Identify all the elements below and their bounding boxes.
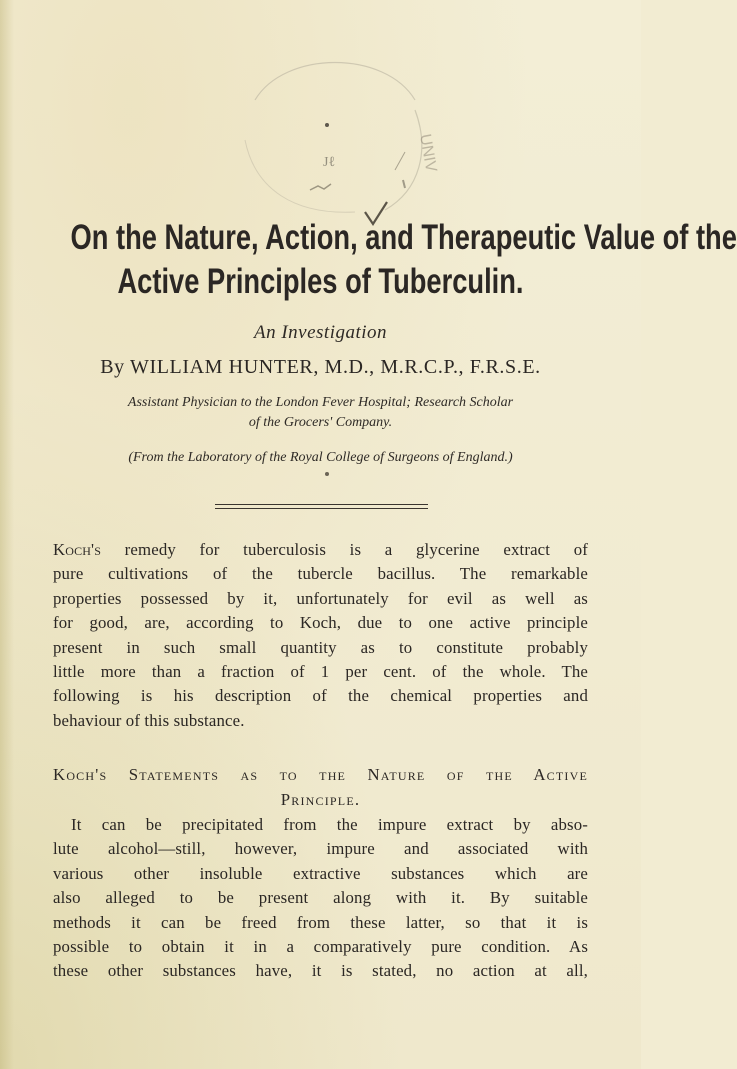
- subtitle: An Investigation: [253, 322, 388, 343]
- title-line-2: Active Principles of Tuberculin.: [117, 262, 524, 301]
- paragraph-1-line: properties possessed by it, unfortunately for evil as well as: [53, 588, 588, 608]
- paragraph-1-line: Koch's remedy for tuberculosis is a glycerine extract of: [53, 540, 588, 559]
- page-edge-shadow: [0, 0, 14, 1069]
- source-note: (From the Laboratory of the Royal College of Surgeons of England.): [128, 450, 513, 465]
- divider-rule-top: [215, 504, 428, 505]
- paragraph-2-line: various other insoluble extractive substances which are: [53, 863, 588, 883]
- section-heading-line-2: Principle.: [280, 789, 361, 809]
- ink-speck: [325, 472, 329, 476]
- author-line: By WILLIAM HUNTER, M.D., M.R.C.P., F.R.S.E.: [100, 356, 541, 378]
- affiliation-line-1: Assistant Physician to the London Fever Hospital; Research Scholar: [127, 395, 514, 410]
- paragraph-1: [53, 538, 588, 733]
- svg-text:UNIV: UNIV: [416, 132, 440, 174]
- paragraph-2-line: also alleged to be present along with it. By suitable: [53, 888, 588, 908]
- paragraph-2: [53, 813, 588, 984]
- paragraph-1-line: little more than a fraction of 1 per cent. of the whole. The: [53, 662, 588, 682]
- paragraph-1-line: for good, are, according to Koch, due to one active principle: [53, 613, 588, 633]
- paragraph-2-line: lute alcohol—still, however, impure and associated with: [53, 839, 588, 859]
- paragraph-1-line: behaviour of this substance.: [53, 710, 245, 730]
- paragraph-2-line: methods it can be freed from these latter, so that it is: [53, 912, 588, 932]
- lead-word: Koch's: [53, 540, 102, 559]
- library-stamp: [215, 40, 455, 240]
- paragraph-1-line: pure cultivations of the tubercle bacillus. The remarkable: [53, 564, 588, 584]
- divider-rule-bottom: [215, 508, 428, 509]
- paragraph-1-line: following is his description of the chemical properties and: [53, 686, 588, 706]
- section-heading: [53, 763, 588, 812]
- paragraph-2-line: It can be precipitated from the impure extract by abso-: [71, 815, 588, 834]
- paragraph-2-line: possible to obtain it in a comparatively pure condition. As: [53, 937, 588, 957]
- svg-text:Jℓ: Jℓ: [323, 155, 336, 170]
- affiliation-line-2: of the Grocers' Company.: [248, 415, 393, 430]
- section-heading-line-1: Koch's Statements as to the Nature of the Active: [53, 765, 588, 784]
- author-affiliation: [60, 393, 581, 433]
- paragraph-1-line: present in such small quantity as to constitute probably: [53, 637, 588, 657]
- paragraph-2-line: these other substances have, it is stated, no action at all,: [53, 961, 588, 981]
- title-line-1: On the Nature, Action, and Therapeutic Value of the: [70, 218, 737, 257]
